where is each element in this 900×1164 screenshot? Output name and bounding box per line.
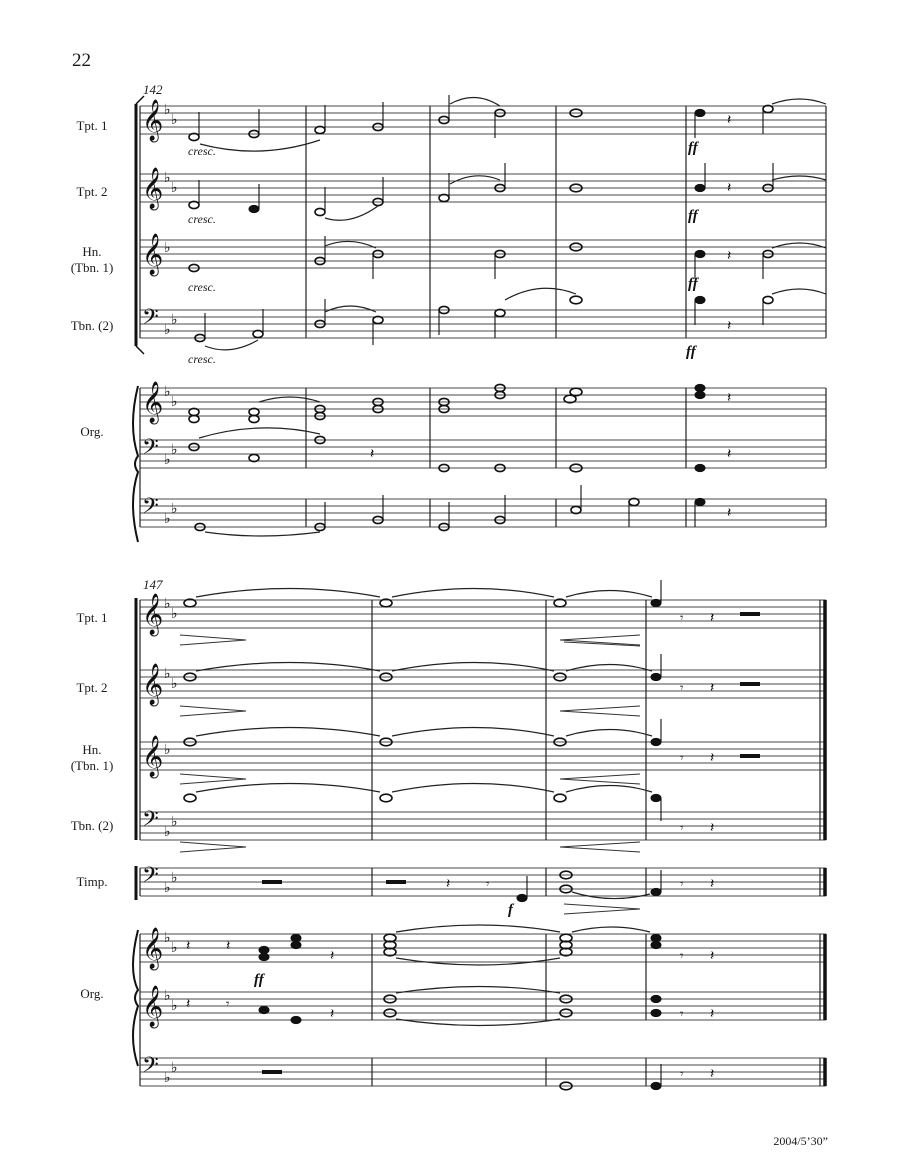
- quarter-rest-icon: 𝄽: [186, 938, 191, 954]
- staff-org-ped-s1: [140, 499, 826, 527]
- organ-brace-s2: [133, 930, 138, 1066]
- cresc-tpt1: cresc.: [188, 144, 216, 158]
- flat-icon: ♭: [171, 442, 178, 458]
- staff-tpt2-s2: [140, 670, 826, 698]
- flat-icon: ♭: [164, 1070, 171, 1086]
- staff-org-rh-s2: [140, 934, 826, 962]
- label-hn-s2-line2: (Tbn. 1): [70, 758, 114, 773]
- quarter-rest-icon: 𝄽: [710, 820, 715, 836]
- bass-clef-icon: 𝄢: [142, 494, 159, 524]
- label-hn-line1: Hn.: [82, 244, 102, 259]
- quarter-rest-icon: 𝄽: [330, 1006, 335, 1022]
- label-org-s2: Org.: [80, 986, 104, 1001]
- cresc-tpt2: cresc.: [188, 212, 216, 226]
- eighth-rest-icon: 𝄾: [680, 611, 684, 626]
- quarter-rest-icon: 𝄽: [710, 610, 715, 626]
- quarter-rest-icon: 𝄽: [727, 390, 732, 406]
- flat-icon: ♭: [171, 940, 178, 956]
- staff-tpt1-s2: [140, 600, 826, 628]
- bass-clef-icon: 𝄢: [142, 305, 159, 335]
- measure-number-147: 147: [143, 577, 163, 592]
- staff-tpt2-s1: [140, 174, 826, 202]
- quarter-rest-icon: 𝄽: [446, 876, 451, 892]
- quarter-rest-icon: 𝄽: [710, 750, 715, 766]
- treble-clef-icon: 𝄞: [142, 736, 164, 777]
- flat-icon: ♭: [164, 930, 171, 946]
- staff-tpt1-s1: [140, 106, 826, 134]
- eighth-rest-icon: 𝄾: [680, 1067, 684, 1082]
- label-tpt1: Tpt. 1: [76, 118, 108, 133]
- flat-icon: ♭: [164, 880, 171, 896]
- treble-clef-icon: 𝄞: [142, 928, 164, 969]
- flat-icon: ♭: [164, 322, 171, 338]
- quarter-rest-icon: 𝄽: [370, 446, 375, 462]
- page-number: 22: [72, 50, 91, 71]
- flat-icon: ♭: [171, 676, 178, 692]
- bass-clef-icon: 𝄢: [142, 435, 159, 465]
- quarter-rest-icon: 𝄽: [727, 446, 732, 462]
- quarter-rest-icon: 𝄽: [710, 1006, 715, 1022]
- flat-icon: ♭: [171, 1060, 178, 1076]
- eighth-rest-icon: 𝄾: [226, 997, 230, 1012]
- footer-code: 2004/5’30”: [773, 1134, 828, 1148]
- svg-text:ff: ff: [688, 276, 698, 292]
- measure-number-142: 142: [143, 82, 163, 97]
- svg-text:ff: ff: [688, 208, 698, 224]
- cresc-tbn2: cresc.: [188, 352, 216, 366]
- label-org: Org.: [80, 424, 104, 439]
- eighth-rest-icon: 𝄾: [680, 681, 684, 696]
- svg-text:ff: ff: [686, 344, 696, 360]
- flat-icon: ♭: [164, 452, 171, 468]
- eighth-rest-icon: 𝄾: [680, 751, 684, 766]
- staff-org-lh-s2: [140, 992, 826, 1020]
- staff-tbn2-s1: [140, 310, 826, 338]
- flat-icon: ♭: [171, 998, 178, 1014]
- notes-tpt2-s1: [189, 163, 826, 220]
- label-tpt2-s2: Tpt. 2: [76, 680, 108, 695]
- flat-icon: ♭: [164, 102, 171, 118]
- dynamic-f: f: [508, 902, 513, 918]
- final-rests-brass: [680, 610, 760, 836]
- organ-brace-s1: [133, 386, 138, 542]
- staff-org-ped-s2: [140, 1058, 826, 1086]
- staff-tbn2-s2: [140, 812, 826, 840]
- flat-icon: ♭: [164, 988, 171, 1004]
- bass-clef-icon: 𝄢: [142, 1053, 159, 1083]
- flat-icon: ♭: [164, 170, 171, 186]
- notes-hn-s1: [189, 236, 826, 279]
- flat-icon: ♭: [171, 870, 178, 886]
- flat-icon: ♭: [164, 511, 171, 527]
- dynamics-ff-s1: [686, 140, 700, 360]
- label-tpt1-s2: Tpt. 1: [76, 610, 108, 625]
- staff-timp-s2: [140, 868, 826, 896]
- clefs-s1: [142, 99, 178, 527]
- flat-icon: ♭: [164, 384, 171, 400]
- flat-icon: ♭: [171, 814, 178, 830]
- treble-clef-icon: 𝄞: [142, 100, 164, 141]
- bass-clef-icon: 𝄢: [142, 863, 159, 893]
- label-tbn2: Tbn. (2): [70, 318, 114, 333]
- flat-icon: ♭: [171, 501, 178, 517]
- staff-hn-s1: [140, 240, 826, 268]
- staff-org-rh-s1: [140, 388, 826, 416]
- label-hn-s2-line1: Hn.: [82, 742, 102, 757]
- quarter-rest-icon: 𝄽: [710, 1066, 715, 1082]
- flat-icon: ♭: [164, 824, 171, 840]
- dynamic-ff-org: ff: [254, 972, 264, 988]
- flat-icon: ♭: [171, 394, 178, 410]
- treble-clef-icon: 𝄞: [142, 382, 164, 423]
- eighth-rest-icon: 𝄾: [680, 949, 684, 964]
- eighth-rest-icon: 𝄾: [680, 1007, 684, 1022]
- quarter-rest-icon: 𝄽: [710, 876, 715, 892]
- flat-icon: ♭: [164, 596, 171, 612]
- bass-clef-icon: 𝄢: [142, 807, 159, 837]
- flat-icon: ♭: [164, 742, 171, 758]
- treble-clef-icon: 𝄞: [142, 986, 164, 1027]
- quarter-rest-icon: 𝄽: [727, 505, 732, 521]
- label-timp: Timp.: [76, 874, 108, 889]
- flat-icon: ♭: [171, 606, 178, 622]
- label-tbn2-s2: Tbn. (2): [70, 818, 114, 833]
- quarter-rest-icon: 𝄽: [186, 996, 191, 1012]
- eighth-rest-icon: 𝄾: [680, 877, 684, 892]
- flat-icon: ♭: [171, 180, 178, 196]
- quarter-rest-icon: 𝄽: [727, 248, 732, 264]
- treble-clef-icon: 𝄞: [142, 234, 164, 275]
- label-tpt2: Tpt. 2: [76, 184, 108, 199]
- flat-icon: ♭: [171, 312, 178, 328]
- treble-clef-icon: 𝄞: [142, 168, 164, 209]
- quarter-rest-icon: 𝄽: [330, 948, 335, 964]
- eighth-rest-icon: 𝄾: [680, 821, 684, 836]
- label-hn-line2: (Tbn. 1): [70, 260, 114, 275]
- quarter-rest-icon: 𝄽: [226, 938, 231, 954]
- treble-clef-icon: 𝄞: [142, 594, 164, 635]
- flat-icon: ♭: [164, 666, 171, 682]
- cresc-hn: cresc.: [188, 280, 216, 294]
- staff-hn-s2: [140, 742, 826, 770]
- notes-tpt1-s1: [189, 95, 826, 151]
- quarter-rest-icon: 𝄽: [727, 112, 732, 128]
- notes-tbn2-s1: [195, 288, 826, 350]
- quarter-rest-icon: 𝄽: [727, 318, 732, 334]
- quarter-rest-icon: 𝄽: [710, 680, 715, 696]
- flat-icon: ♭: [164, 240, 171, 256]
- flat-icon: ♭: [171, 112, 178, 128]
- quarter-rest-icon: 𝄽: [710, 948, 715, 964]
- staff-org-lh-s1: [140, 440, 826, 468]
- treble-clef-icon: 𝄞: [142, 664, 164, 705]
- svg-text:ff: ff: [688, 140, 698, 156]
- quarter-rest-icon: 𝄽: [727, 180, 732, 196]
- eighth-rest-icon: 𝄾: [486, 877, 490, 892]
